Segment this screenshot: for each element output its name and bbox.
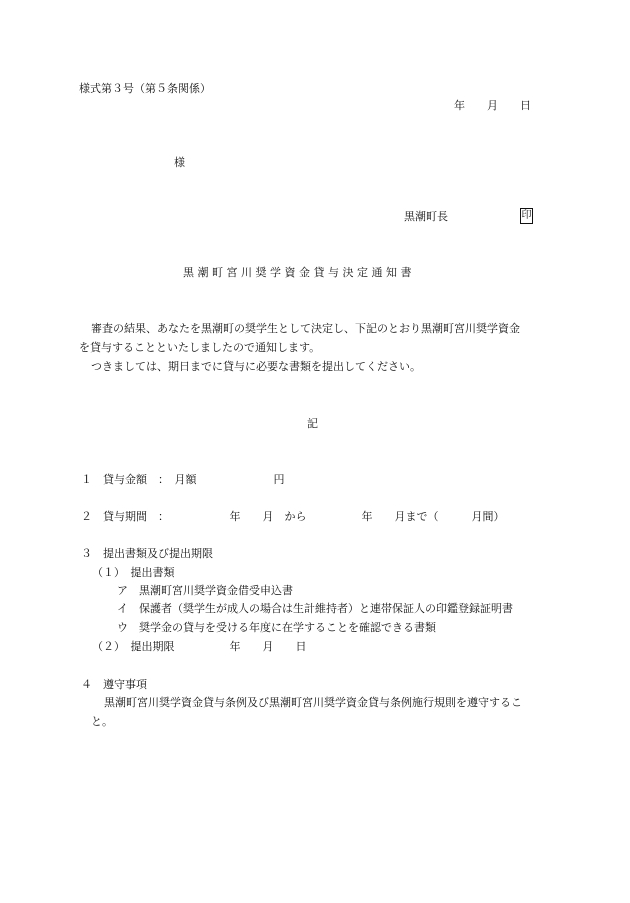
item-2-loan-period: ２ 貸与期間 ： 年 月 から 年 月まで（ 月間） (81, 510, 505, 523)
item-3-1-heading: （１） 提出書類 (92, 566, 175, 579)
item-3-1-i: イ 保護者（奨学生が成人の場合は生計維持者）と連帯保証人の印鑑登録証明書 (117, 602, 513, 615)
issue-date: 年 月 日 (454, 99, 531, 112)
recipient-honorific: 様 (174, 156, 185, 169)
body-paragraph-1-line-2: を貸与することといたしましたので通知します。 (79, 341, 321, 354)
body-paragraph-1-line-1: 審査の結果、あなたを黒潮町の奨学生として決定し、下記のとおり黒潮町宮川奨学資金 (91, 322, 520, 335)
body-paragraph-2: つきましては、期日までに貸与に必要な書類を提出してください。 (91, 360, 421, 373)
item-3-2-deadline: （２） 提出期限 年 月 日 (92, 640, 307, 653)
seal-box: 印 (520, 208, 533, 224)
form-label: 様式第３号（第５条関係） (79, 82, 211, 95)
item-3-heading: ３ 提出書類及び提出期限 (81, 547, 213, 560)
issuer-name: 黒潮町長 (404, 210, 448, 223)
item-1-loan-amount: １ 貸与金額 ： 月額 円 (81, 473, 285, 486)
item-3-1-u: ウ 奨学金の貸与を受ける年度に在学することを確認できる書類 (117, 621, 436, 634)
ki-heading: 記 (307, 417, 318, 430)
document-title: 黒潮町宮川奨学資金貸与決定通知書 (183, 266, 415, 279)
item-4-line-1: 黒潮町宮川奨学資金貸与条例及び黒潮町宮川奨学資金貸与条例施行規則を遵守するこ (104, 696, 522, 709)
item-4-line-2: と。 (91, 715, 113, 728)
item-3-1-a: ア 黒潮町宮川奨学資金借受申込書 (117, 584, 293, 597)
item-4-heading: ４ 遵守事項 (81, 678, 147, 691)
